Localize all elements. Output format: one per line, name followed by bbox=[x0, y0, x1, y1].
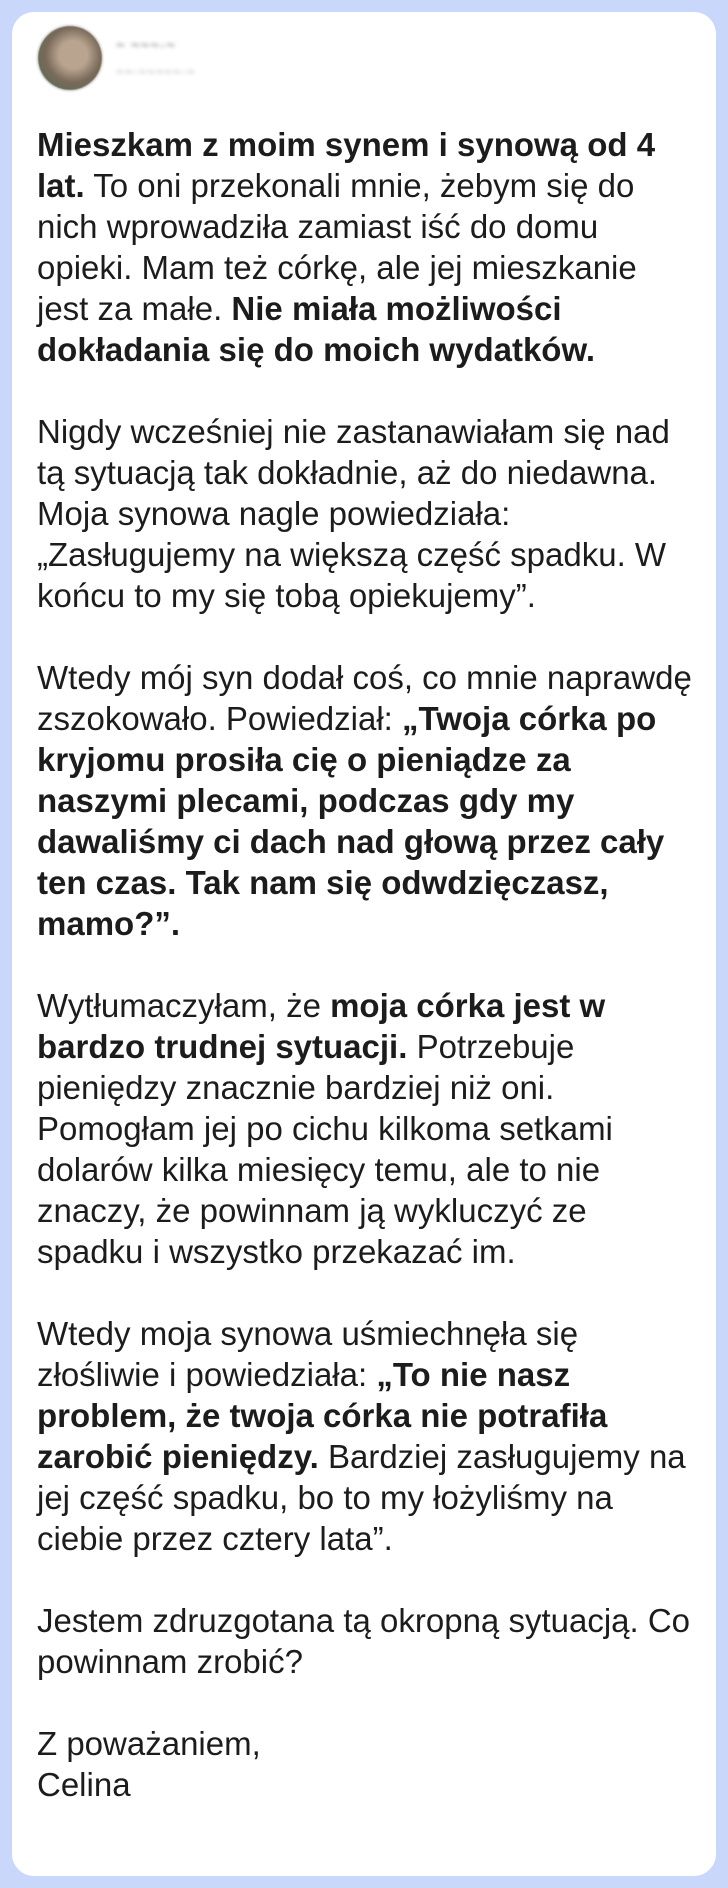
closing-text: Z poważaniem, bbox=[37, 1725, 261, 1762]
text-span: Bardziej zasługujemy na jej część spadku, bo to my łożyliśmy na ciebie przez cztery lata”. bbox=[37, 1438, 686, 1557]
text-span: Wtedy moja synowa uśmiechnęła się złośliwie i powiedziała: bbox=[37, 1315, 579, 1393]
text-span: Nie miała możliwości dokładania się do moich wydatków. bbox=[37, 290, 596, 368]
text-span: Wtedy mój syn dodał coś, co mnie naprawdę zszokowało. Powiedział: bbox=[37, 659, 692, 737]
paragraph bbox=[37, 1313, 697, 1559]
text-span: moja córka jest w bardzo trudnej sytuacji. bbox=[37, 987, 606, 1065]
signoff bbox=[37, 1723, 697, 1805]
text-span: „To nie nasz problem, że twoja córka nie potrafiła zarobić pieniędzy. bbox=[37, 1356, 608, 1475]
author-meta: ~~·~~~~~·~ bbox=[116, 64, 196, 79]
text-span: Jestem zdruzgotana tą okropną sytuacją. Co powinnam zrobić? bbox=[37, 1602, 691, 1680]
text-span: „Twoja córka po kryjomu prosiła cię o pieniądze za naszymi plecami, podczas gdy my dawaliśmy ci dach nad głową przez cały ten czas. Tak nam się odwdzięczasz, mamo?”. bbox=[37, 700, 665, 942]
signature-text: Celina bbox=[37, 1766, 131, 1803]
post-header bbox=[38, 26, 195, 90]
text-span: Potrzebuje pieniędzy znacznie bardziej niż oni. Pomogłam jej po cichu kilkoma setkami dolarów kilka miesięcy temu, ale to nie znaczy, że powinnam ją wykluczyć ze spadku i wszystko przekazać im. bbox=[37, 1028, 613, 1270]
post-card bbox=[12, 12, 716, 1876]
post-body bbox=[37, 124, 697, 1805]
text-span: Mieszkam z moim synem i synową od 4 lat. bbox=[37, 126, 656, 204]
text-span: Nigdy wcześniej nie zastanawiałam się nad tą sytuacją tak dokładnie, aż do niedawna. Moja synowa nagle powiedziała: „Zasługujemy na większą część spadku. W końcu to my się tobą opiekujemy”. bbox=[37, 413, 670, 614]
author-name[interactable]: ~ ~~~·~ bbox=[116, 37, 176, 54]
text-span: Wytłumaczyłam, że bbox=[37, 987, 331, 1024]
paragraph bbox=[37, 985, 697, 1272]
avatar[interactable] bbox=[38, 26, 102, 90]
paragraph bbox=[37, 411, 697, 616]
text-span: To oni przekonali mnie, żebym się do nich wprowadziła zamiast iść do domu opieki. Mam też córkę, ale jej mieszkanie jest za małe. bbox=[37, 167, 637, 327]
paragraph bbox=[37, 124, 697, 370]
paragraph bbox=[37, 657, 697, 944]
author-block bbox=[116, 37, 195, 79]
paragraph bbox=[37, 1600, 697, 1682]
